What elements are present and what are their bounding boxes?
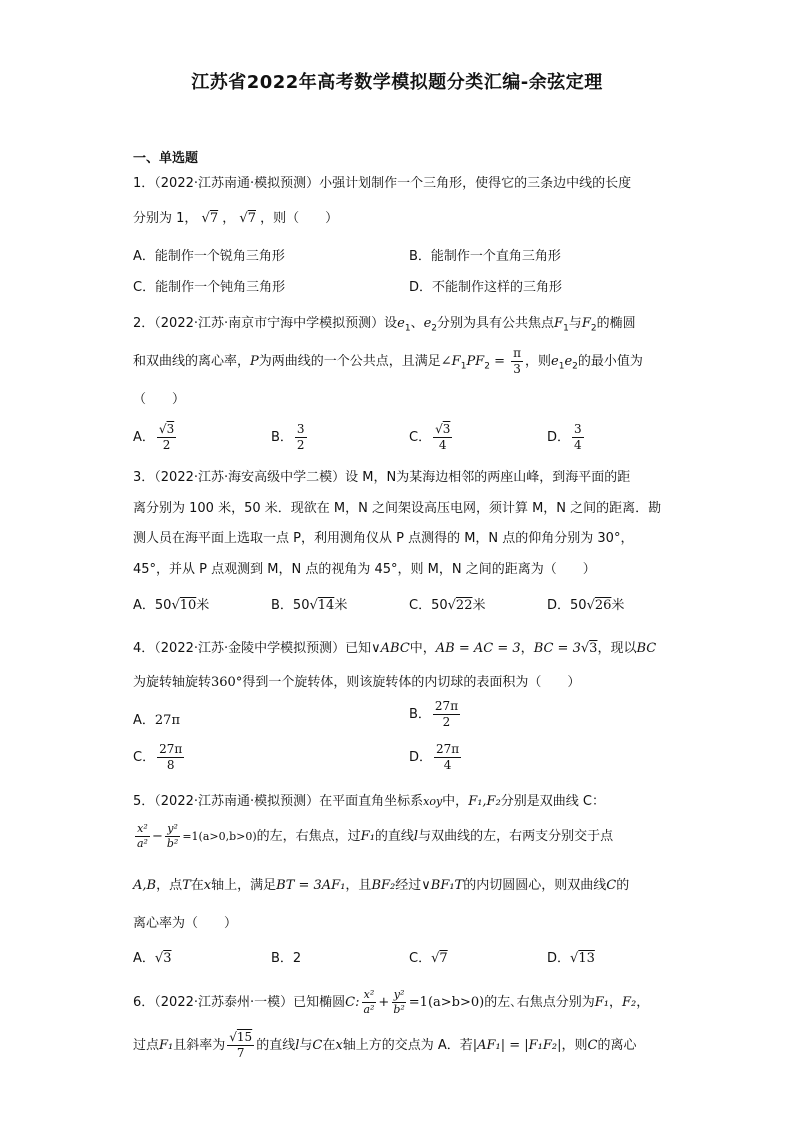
q5-line1: 5．（2022·江苏南通·模拟预测）在平面直角坐标系xoy中，F₁,F₂分别是双曲线 C： bbox=[133, 794, 606, 809]
q1-option-d[interactable]: D．不能制作这样的三角形 bbox=[409, 280, 563, 295]
q5-option-c[interactable]: C．√7 bbox=[409, 951, 448, 966]
q2-line2: 和双曲线的离心率，P为两曲线的一个公共点，且满足$\angle F_1PF_2$ = $\frac{\pi}{3}$ ，则$e_1e_2$的最小值为 bbox=[133, 346, 643, 376]
q5-option-d[interactable]: D．√13 bbox=[547, 951, 595, 966]
q3-option-a[interactable]: A．50√10米 bbox=[133, 598, 210, 613]
q1-option-c[interactable]: C．能制作一个钝角三角形 bbox=[133, 280, 286, 295]
q3-option-c[interactable]: C．50√22米 bbox=[409, 598, 486, 613]
q6-line1: 6．（2022·江苏泰州·一模）已知椭圆C: $\frac{\text{x²}}{\text{a²}}$ + $\frac{\text{y²}}{\text{b²}}$ =1(a>b>0)的左､右焦点分别为F₁，F₂， bbox=[133, 988, 650, 1016]
q1-option-a[interactable]: A．能制作一个锐角三角形 bbox=[133, 249, 285, 264]
q4-option-d[interactable]: D． $\frac{27\pi}{4}$ bbox=[409, 742, 460, 772]
q5-line3: A,B，点T在x轴上，满足BT = 3AF₁，且BF₂经过∨BF₁T的内切圆圆心，则双曲线C的 bbox=[133, 878, 630, 893]
q1-line1: 1．（2022·江苏南通·模拟预测）小强计划制作一个三角形，使得它的三条边中线的长度 bbox=[133, 176, 632, 191]
q2-line3: （ ） bbox=[133, 392, 186, 407]
q4-option-c[interactable]: C． $\frac{27\pi}{8}$ bbox=[133, 742, 183, 772]
q1-text-end: ，则（ ） bbox=[260, 211, 339, 226]
q1-line2 bbox=[133, 207, 338, 226]
q1-sqrt-2: √7 bbox=[239, 211, 256, 226]
q3-line2: 离分别为 100 米，50 米．现欲在 M，N 之间架设高压电网，须计算 M，N 之间的距离．勘 bbox=[133, 501, 662, 516]
q1-option-b[interactable]: B．能制作一个直角三角形 bbox=[409, 249, 561, 264]
q6-line2: 过点F₁且斜率为 $\frac{√15}{7}$ 的直线l与C在x轴上方的交点为 A．若|AF₁| = |F₁F₂|，则C的离心 bbox=[133, 1030, 637, 1060]
q3-line4: 45°，并从 P 点观测到 M，N 点的视角为 45°，则 M，N 之间的距离为（ ） bbox=[133, 562, 596, 577]
q5-line2: $\frac{\text{x²}}{\text{a²}}$ − $\frac{\text{y²}}{\text{b²}}$ =1(a>0,b>0)的左，右焦点，过F₁的直线l与双曲线的左，右两支分别交于点 bbox=[137, 822, 614, 850]
q5-line4: 离心率为（ ） bbox=[133, 916, 238, 931]
q1-comma: ， bbox=[222, 211, 236, 226]
q2-line1: 2．（2022·江苏·南京市宁海中学模拟预测）设$e_1$、$e_2$分别为具有公共焦点$F_1$与$F_2$的椭圆 bbox=[133, 316, 636, 334]
q1-sqrt-1: √7 bbox=[201, 211, 219, 226]
q3-option-b[interactable]: B．50√14米 bbox=[271, 598, 348, 613]
q1-text: 分别为 1， bbox=[133, 211, 198, 226]
q2-fraction-pi3: $\frac{\pi}{3}$ bbox=[513, 346, 522, 376]
q5-option-b[interactable]: B．2 bbox=[271, 951, 302, 966]
q5-option-a[interactable]: A．√3 bbox=[133, 951, 172, 966]
q4-line1: 4．（2022·江苏·金陵中学模拟预测）已知∨ABC中，AB = AC = 3，BC = 3√3，现以BC bbox=[133, 641, 657, 656]
q4-option-a[interactable]: A．27π bbox=[133, 713, 180, 728]
q3-line3: 测人员在海平面上选取一点 P，利用测角仪从 P 点测得的 M，N 点的仰角分别为 30°， bbox=[133, 531, 634, 546]
section-heading: 一、单选题 bbox=[133, 151, 199, 166]
q3-line1: 3．（2022·江苏·海安高级中学二模）设 M，N为某海边相邻的两座山峰，到海平面的距 bbox=[133, 470, 631, 485]
q4-option-b[interactable]: B． $\frac{27\pi}{2}$ bbox=[409, 699, 459, 729]
q2-option-d[interactable]: D． $\frac{3}{4}$ bbox=[547, 422, 582, 452]
q2-option-b[interactable]: B． $\frac{3}{2}$ bbox=[271, 422, 305, 452]
q4-line2: 为旋转轴旋转360°得到一个旋转体，则该旋转体的内切球的表面积为（ ） bbox=[133, 675, 581, 690]
q3-option-d[interactable]: D．50√26米 bbox=[547, 598, 625, 613]
page-title: 江苏省2022年高考数学模拟题分类汇编-余弦定理 bbox=[191, 72, 603, 93]
q2-option-c[interactable]: C． $\frac{√3}{4}$ bbox=[409, 422, 451, 452]
q2-option-a[interactable]: A． $\frac{√3}{2}$ bbox=[133, 422, 175, 452]
